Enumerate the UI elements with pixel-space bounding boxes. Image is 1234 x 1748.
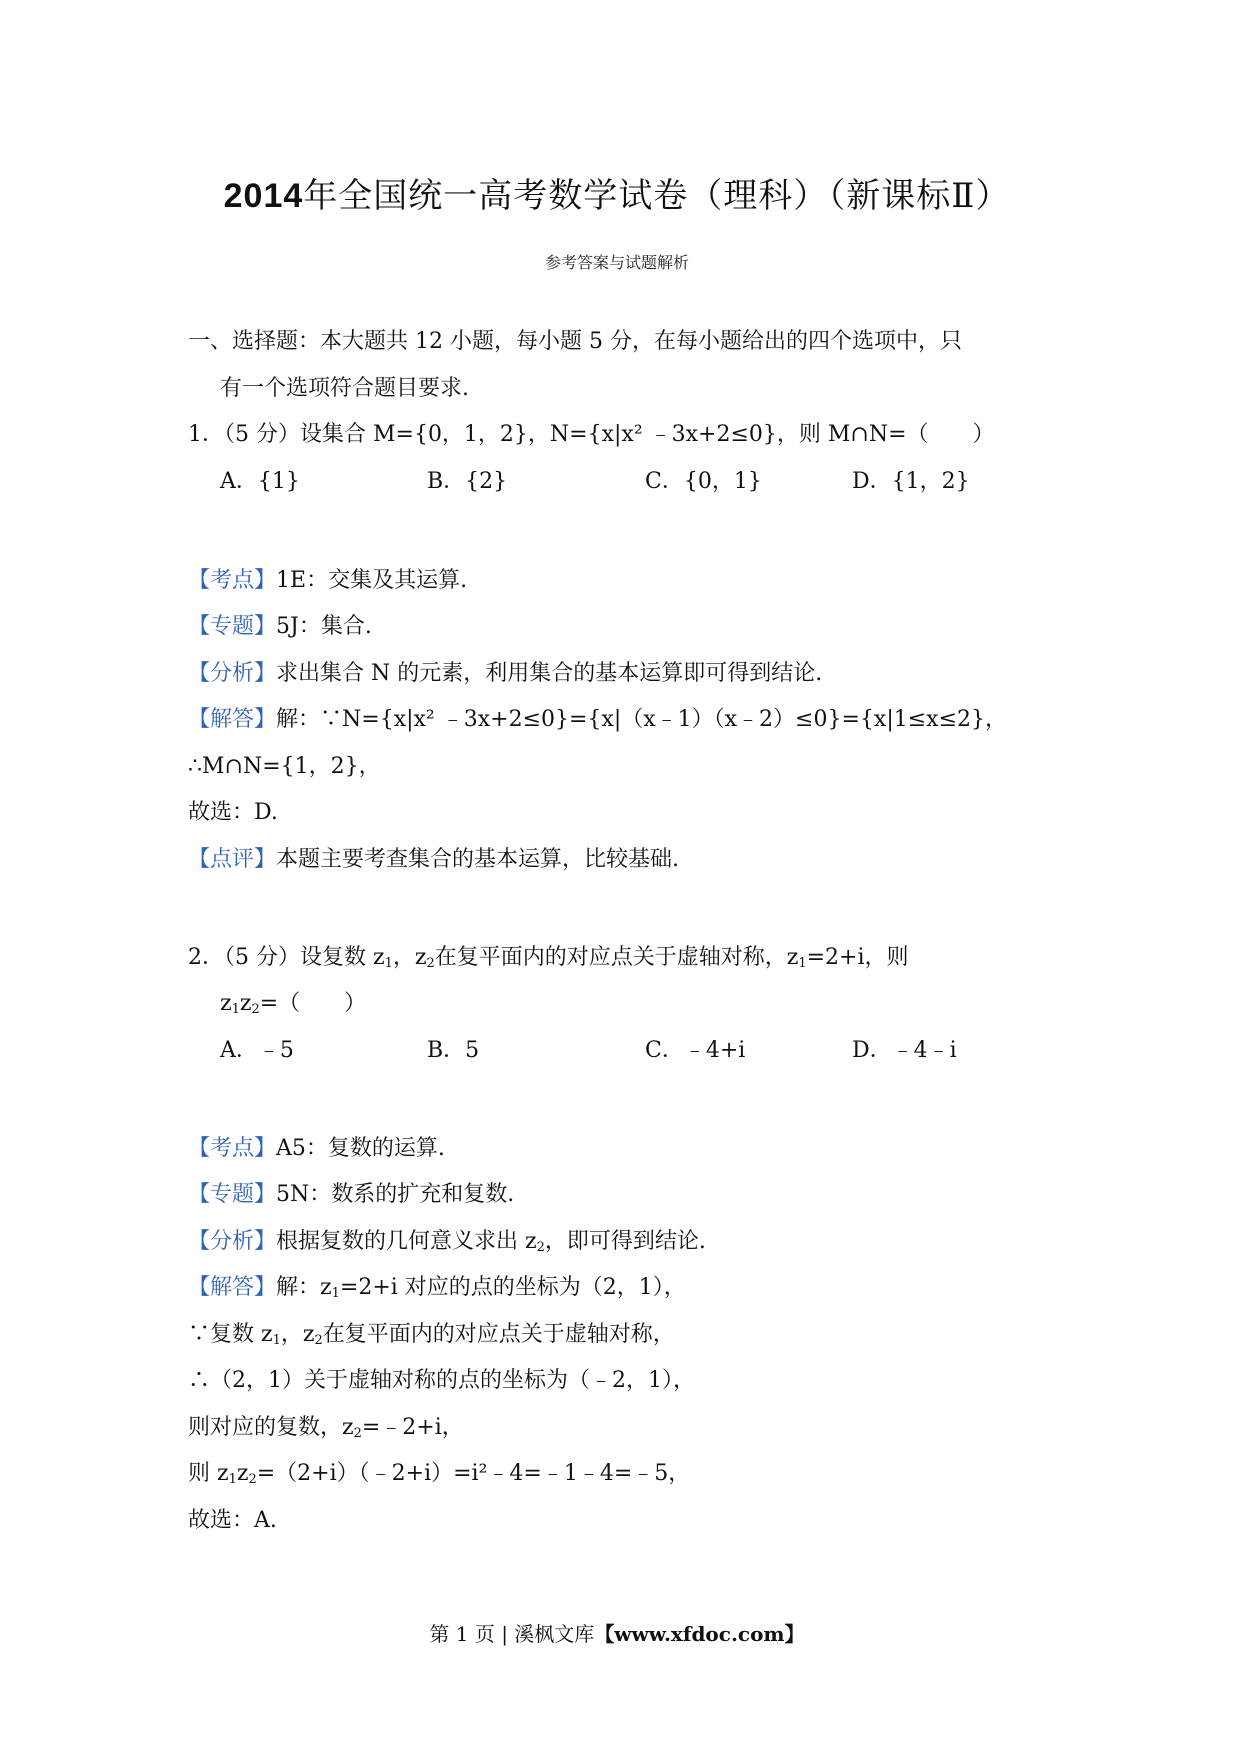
q2-step2: ∴（2，1）关于虚轴对称的点的坐标为（﹣2，1），	[188, 1368, 695, 1393]
q1-zhuanti-text: 5J：集合.	[276, 614, 372, 639]
q2-stem-part: 2．（5 分）设复数 z	[188, 945, 385, 970]
q2-fenxi-text: 根据复数的几何意义求出 z	[276, 1229, 537, 1254]
q2-zhuanti-text: 5N：数系的扩充和复数.	[276, 1182, 515, 1207]
q2-step-part: 在复平面内的对应点关于虚轴对称，	[322, 1322, 675, 1347]
q1-jieda-tag: 【解答】	[188, 707, 277, 732]
q2-stem-line2	[220, 989, 366, 1025]
q1-kaodian-text: 1E：交集及其运算.	[276, 568, 468, 593]
q2-option-d: D．﹣4﹣i	[852, 1038, 957, 1063]
q1-dianping-tag: 【点评】	[188, 847, 277, 872]
q1-fenxi	[188, 659, 822, 689]
q1-jieda-text: 解：∵N={x|x² ﹣3x+2≤0}={x|（x﹣1）（x﹣2）≤0}={x|1≤x≤2}，	[276, 707, 1008, 732]
q1-fenxi-tag: 【分析】	[188, 661, 277, 686]
section-heading-line2: 有一个选项符合题目要求.	[220, 376, 469, 401]
q1-jieda	[188, 705, 1007, 735]
q2-step4	[188, 1459, 690, 1495]
q2-step-part: ∵复数 z	[188, 1322, 273, 1347]
q2-step5: 故选：A.	[188, 1508, 277, 1533]
q2-stem-part: z	[239, 991, 252, 1016]
page-title	[0, 168, 1234, 217]
q2-fenxi	[188, 1227, 706, 1263]
q2-options	[220, 1036, 1020, 1066]
q2-option-b: B．5	[427, 1038, 480, 1063]
q1-step2: ∴M∩N={1，2}，	[188, 754, 381, 779]
q2-stem-part: =（ ）	[259, 991, 367, 1016]
q2-stem-line1	[188, 943, 909, 979]
q2-fenxi-text: ，即可得到结论.	[544, 1229, 706, 1254]
q2-step-part: z	[236, 1461, 249, 1486]
q2-fenxi-tag: 【分析】	[188, 1229, 277, 1254]
q2-jieda	[188, 1273, 686, 1309]
q1-zhuanti-tag: 【专题】	[188, 614, 277, 639]
q2-subscript: 2	[536, 1240, 545, 1255]
q2-kaodian-text: A5：复数的运算.	[276, 1136, 445, 1161]
q1-zhuanti	[188, 612, 372, 642]
q2-jieda-tag: 【解答】	[188, 1275, 277, 1300]
page-subtitle: 参考答案与试题解析	[544, 253, 689, 272]
q1-dianping	[188, 845, 679, 875]
q2-step-part: 则对应的复数，z	[188, 1415, 354, 1440]
q2-zhuanti	[188, 1180, 514, 1210]
q2-subscript: 2	[251, 1002, 260, 1017]
q1-fenxi-text: 求出集合 N 的元素，利用集合的基本运算即可得到结论.	[276, 661, 823, 686]
q2-step3	[188, 1413, 464, 1449]
q1-option-b: B．{2}	[427, 469, 508, 494]
q1-option-c: C．{0，1}	[645, 469, 762, 494]
q2-subscript: 1	[798, 956, 807, 971]
title-text: 年全国统一高考数学试卷（理科）（新课标Ⅱ）	[303, 176, 1011, 216]
q2-subscript: 1	[331, 1286, 340, 1301]
q2-subscript: 1	[231, 1002, 240, 1017]
q2-subscript: 1	[384, 956, 393, 971]
q2-stem-part: 在复平面内的对应点关于虚轴对称，z	[434, 945, 799, 970]
q2-step-part: =（2+i）（﹣2+i）=i²﹣4=﹣1﹣4=﹣5，	[256, 1461, 691, 1486]
title-year: 2014	[223, 177, 304, 215]
q2-jieda-text: =2+i 对应的点的坐标为（2，1），	[339, 1275, 686, 1300]
q2-stem-part: =2+i，则	[806, 945, 909, 970]
page-footer	[0, 1618, 1234, 1647]
q1-options	[220, 467, 1020, 497]
q1-option-d: D．{1，2}	[852, 469, 970, 494]
q2-subscript: 2	[248, 1472, 257, 1487]
q2-step1	[188, 1320, 675, 1356]
q1-stem: 1．（5 分）设集合 M={0，1，2}，N={x|x² ﹣3x+2≤0}，则 M∩N=（ ）	[188, 422, 995, 447]
q1-kaodian	[188, 566, 467, 596]
q2-subscript: 1	[272, 1333, 281, 1348]
q2-stem-part: ，z	[392, 945, 427, 970]
q2-jieda-text: 解：z	[276, 1275, 332, 1300]
q2-subscript: 2	[426, 956, 435, 971]
q2-zhuanti-tag: 【专题】	[188, 1182, 277, 1207]
q1-option-a: A．{1}	[220, 469, 300, 494]
q2-kaodian-tag: 【考点】	[188, 1136, 277, 1161]
footer-link[interactable]: 【www.xfdoc.com】	[594, 1622, 805, 1646]
q1-dianping-text: 本题主要考查集合的基本运算，比较基础.	[276, 847, 680, 872]
q1-step3: 故选：D.	[188, 800, 278, 825]
q2-option-a: A．﹣5	[220, 1038, 294, 1063]
q2-option-c: C．﹣4+i	[645, 1038, 746, 1063]
q2-kaodian	[188, 1134, 445, 1164]
q2-step-part: 则 z	[188, 1461, 229, 1486]
section-heading-line1: 一、选择题：本大题共 12 小题，每小题 5 分，在每小题给出的四个选项中，只	[188, 329, 962, 354]
q1-kaodian-tag: 【考点】	[188, 568, 277, 593]
q2-subscript: 2	[314, 1333, 323, 1348]
q2-step-part: ，z	[280, 1322, 315, 1347]
q2-step-part: =﹣2+i，	[361, 1415, 464, 1440]
q2-subscript: 1	[228, 1472, 237, 1487]
q2-stem-part: z	[220, 991, 232, 1016]
footer-page-info: 第 1 页 | 溪枫文库	[429, 1622, 595, 1646]
q2-subscript: 2	[353, 1426, 362, 1441]
